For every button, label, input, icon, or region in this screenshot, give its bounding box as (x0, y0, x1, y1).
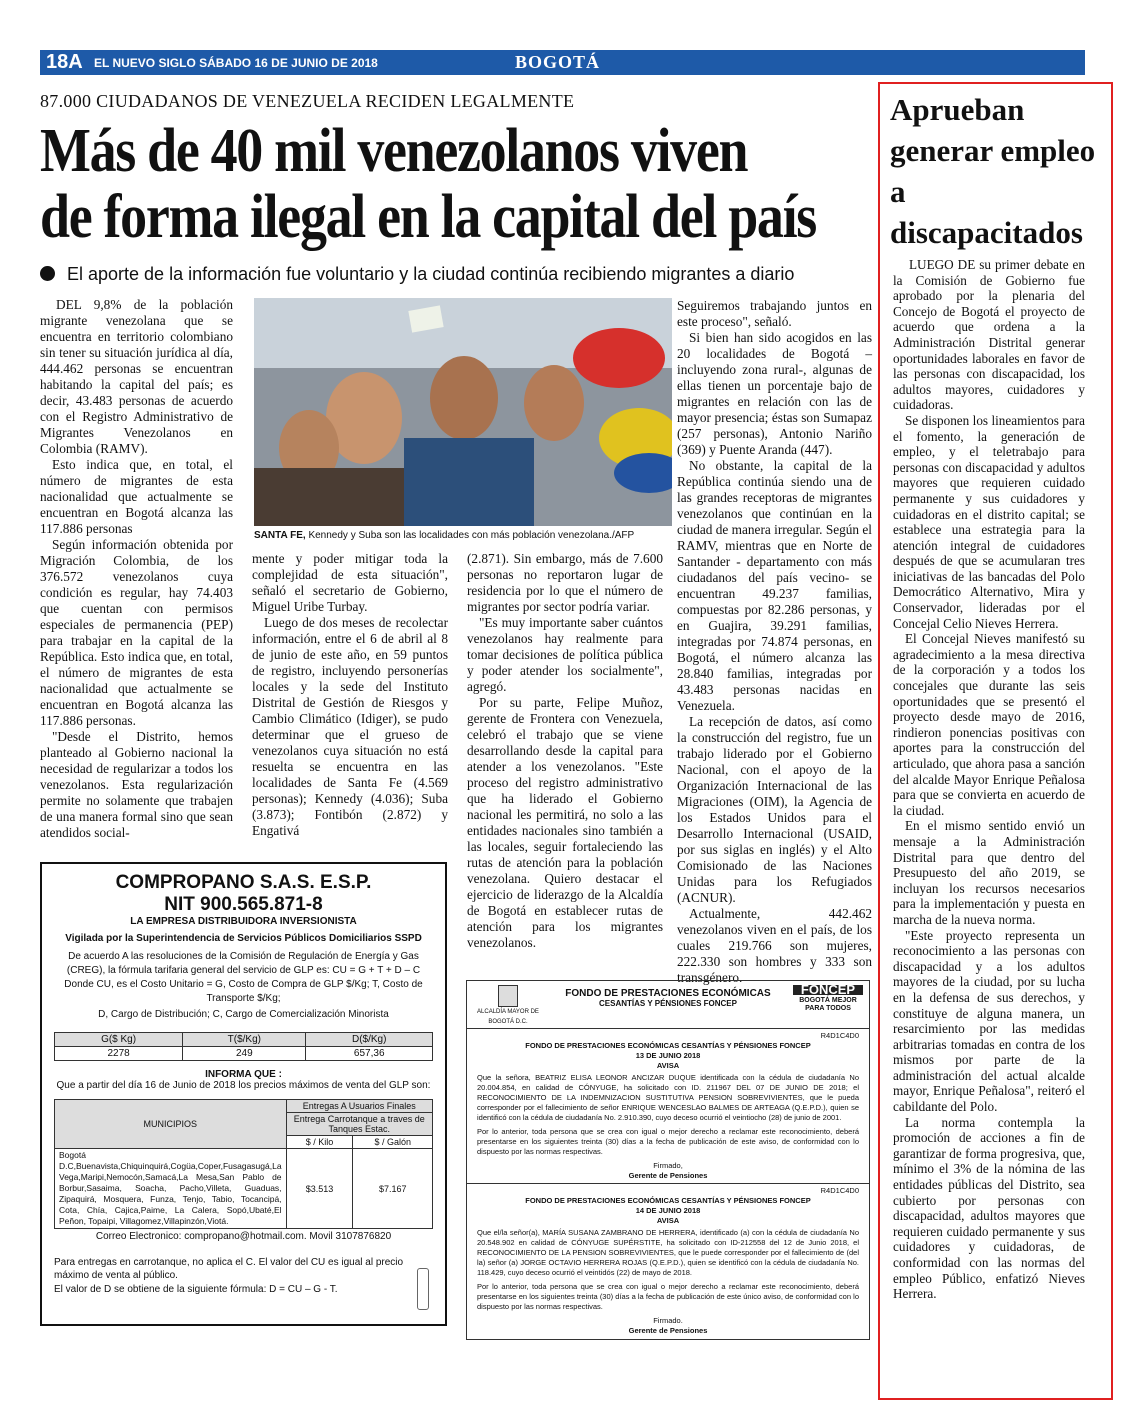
cost-header: D($/Kg) (306, 1033, 433, 1047)
article-paragraph: mente y poder mitigar toda la complejidad de esta situación", señaló el secretario de Gobierno, Miguel Uribe Turbay. (252, 551, 448, 614)
sidebar-paragraph: La norma contempla la promoción de acciones a fin de garantizar de forma progresiva, que, mínimo el 3% de la nómina de las entidades públicas del Distrito, sea cubierto por personas con discapacidad, adultos mayores que requieren cuidado permanente y sus cuidadores y cuidadoras, de conformidad con las normas del empleo Público, enfatizó Nieves Herrera. (893, 1114, 1085, 1302)
ad-formula-text: De acuerdo A las resoluciones de la Comisión de Regulación de Energía y Gas (CREG), la fórmula tarifaria general del servicio de GLP es: CU = G + T + D – C (66, 951, 421, 976)
foncep-logo-block (793, 982, 863, 1013)
ad-note-2: El valor de D se obtiene de la siguiente fórmula: D = CU – G - T. (54, 1284, 338, 1295)
ad-cargos-text: D, Cargo de Distribución; C, Cargo de Comercialización Minorista (98, 1009, 389, 1020)
foncep-notice-2 (467, 1183, 869, 1338)
notice-firmado: Firmado. (653, 1316, 683, 1325)
headline-line-1: Más de 40 mil venezolanos viven (40, 117, 748, 185)
masthead-date: EL NUEVO SIGLO SÁBADO 16 DE JUNIO DE 2018 (94, 56, 378, 70)
sidebar-body (893, 257, 1085, 1302)
article-paragraph: La recepción de datos, así como la construcción del registro, fue un trabajo liderado por el Gobierno Nacional, con el apoyo de la Organización Internacional de las Migraciones (OIM), la Agencia de los Estados Unidos para el Desarrollo Internacional (USAID, por sus siglas en inglés) y el Alto Comisionado de las Naciones Unidas para los Refugiados (ACNUR). (677, 714, 872, 905)
article-paragraph: "Es muy importante saber cuántos venezolanos hay realmente para tomar decisiones de política pública y poder atender los socialmente", agregó. (467, 615, 663, 694)
article-paragraph: Luego de dos meses de recolectar información, entre el 6 de abril al 8 de junio de este año, en 59 puntos de registro, incluyendo personerías locales y la sede del Instituto Distrital de Gestión de Riesgos y Cambio Climático (Idiger), se pudo determinar que el grueso de venezolanos cuya situación no está resuelta se encuentra en las localidades de Santa Fe (4.569 personas); Kennedy (4.036); Suba (3.873); Fontibón (2.872) y Engativá (252, 615, 448, 838)
article-subhead (40, 264, 875, 285)
bullet-icon (40, 266, 55, 281)
sidebar-title: Aprueban generar empleo a discapacitados (890, 92, 1096, 250)
alcaldia-block (473, 985, 543, 1027)
foncep-subtitle: CESANTÍAS Y PÉNSIONES FONCEP (599, 999, 737, 1008)
notice-avisa: AVISA (656, 1216, 680, 1225)
cost-header: T($/Kg) (183, 1033, 306, 1047)
notice-body-2: Por lo anterior, toda persona que se crea con igual o mejor derecho a reclamar este reconocimiento, deberá presentarse en los siguientes treinta (30) días a la fecha de publicación de este único aviso, de conformidad con lo dispuesto por las normas respectivas. (477, 1282, 859, 1311)
notice-body: Que el/la señor(a), MARÍA SUSANA ZAMBRANO DE HERRERA, identificado (a) con la cédula de ciudadanía No 20.548.902 en calidad de CÓNYUGE SUPÉRSTITE, ha solicitado con ID-212558 del 12 de Junio 2018, el RECONOCIMIENTO DE LA PENSION SOBREVIVIENTES, que le puede corresponder por el fallecimiento de (del la) señor (a) JORGE OCTAVIO HERRERA ROJAS (Q.E.P.D.), quien se identificó con la cédula de ciudadanía No. 118.429, cuyo deceso ocurrió el veintidós (22) de mayo de 2018. (477, 1228, 859, 1277)
article-photo (254, 298, 672, 526)
notice-title: FONDO DE PRESTACIONES ECONÓMICAS CESANTÍAS Y PÉNSIONES FONCEP (525, 1041, 811, 1050)
col-carrotanque: Entrega Carrotanque a traves de Tanques Estac. (286, 1113, 432, 1136)
alcaldia-label: ALCALDÍA MAYOR DE BOGOTÁ D.C. (477, 1009, 539, 1025)
article-paragraph: "Desde el Distrito, hemos planteado al Gobierno nacional la necesidad de regularizar a todos los venezolanos. Esta regularización permite no solamente que trabajen de una manera formal sino que sean atendidos social- (40, 729, 233, 840)
caption-bold: SANTA FE, (254, 530, 306, 541)
article-paragraph: Seguiremos trabajando juntos en este proceso", señaló. (677, 298, 872, 329)
article-paragraph: DEL 9,8% de la población migrante venezolana que se encuentra en territorio colombiano sin tener su situación jurídica al día, 444.462 personas se encuentran habitando la capital del país; es decir, 43.483 personas de acuerdo con el Registro Administrativo de Migrantes Venezolanos en Colombia (RAMV). (40, 297, 233, 456)
caption-text: Kennedy y Suba son las localidades con más población venezolana./AFP (305, 530, 635, 541)
article-paragraph: Si bien han sido acogidos en las 20 localidades de Bogotá –incluyendo zona rural-, algunas de ellas tienen un porcentaje bajo de migrantes en relación con las de mayor presencia; éstas son Sumapaz (257 personas), Antonio Nariño (369) y Puente Aranda (447). (677, 330, 872, 457)
article-paragraph: Según información obtenida por Migración Colombia, de los 376.572 venezolanos cuya condición es regular, hay 74.403 que cuentan con permisos especiales de permanencia (PEP) para trabajar en la capital de la República. Esto indica que, en total, el número de migrantes de esta nacionalidad que actualmente se encuentran en Bogotá alcanza las 117.886 personas. (40, 537, 233, 728)
notice-date: 14 DE JUNIO 2018 (635, 1206, 701, 1215)
superservicios-logo-icon (417, 1268, 429, 1310)
notice-body: Que la señora, BEATRIZ ELISA LEONOR ANCIZAR DUQUE identificada con la cédula de ciudadanía No 20.004.854, en calidad de CÓNYUGE, ha solicitado con ID. 211967 DEL 07 DE JUNIO DE 2018; el RECONOCIMIENTO DE LA INDEMNIZACION SUSTITUTIVA PENSION SOBREVIVIENTES, que le pueda corresponder por el fallecimiento de señor ENRIQUE WENCESLAO BALMES DE ARTEAGA (Q.E.P.D.), quien se identificó con la cédula de ciudadanía No. 2.910.390, cuyo deceso ocurrió el veintiocho (28) de junio de 2001. (477, 1073, 859, 1122)
article-paragraph: Por su parte, Felipe Muñoz, gerente de Frontera con Venezuela, celebró el trabajo que se viene desarrollando desde la capital para atender a los venezolanos. "Este proceso del registro administrativo que ha liderado el Gobierno nacional les permitirá, no solo a las entidades nacionales sino también a las locales, seguir fortaleciendo las rutas de atención para la población venezolana. Quiero destacar el ejercicio de liderazgo de la Alcaldía de Bogotá en establecer rutas de atención para los migrantes venezolanos. (467, 695, 663, 950)
ad-company-name: COMPROPANO S.A.S. E.S.P. (115, 872, 372, 893)
ad-informa: INFORMA QUE : (205, 1069, 282, 1080)
article-headline (40, 117, 816, 251)
sidebar-paragraph: LUEGO DE su primer debate en la Comisión de Gobierno fue aprobado por la plenaria del Concejo de Bogotá el proyecto de acuerdo que ordena a la Administración Distrital generar oportunidades laborales en favor de las personas con discapacidad, los adultos mayores, cuidadores y cuidadoras. (893, 257, 1085, 413)
price-kilo: $3.513 (286, 1149, 353, 1229)
notice-firmado: Firmado, (653, 1161, 683, 1170)
headline-line-2: de forma ilegal en la capital del país (40, 183, 816, 251)
photo-caption (254, 530, 672, 541)
sidebar-paragraph: El Concejal Nieves manifestó su agradecimiento a la mesa directiva de la corporación y a todos los concejales que durante las seis oportunidades que se presentó el proyecto desde mayo de 2016, rindieron ponencias positivas con aportes para la construcción del articulado, que ahora pasa a sanción del alcalde Mayor Enrique Peñalosa para que se convierta en acuerdo de la ciudad. (893, 631, 1085, 818)
municipios-list: Bogotá D.C,Buenavista,Chiquinquirá,Cogüa,Coper,Fusagasugá,La Vega,Maripi,Nemocón,Samacá,La Mesa,San Pablo de Borbur,Sasaima, Soacha, Pacho,Villeta, Guaduas, Zipaquirá, Mosquera, Funza, Tenjo, Tabio, Tocancipá, Cota, Chía, Cajica,Paime, La Calera, Sopó,Ubaté,El Peñon, Topaipi, Villagomez,Villapinzón,Viotá. (55, 1149, 287, 1229)
col-kilo: $ / Kilo (286, 1136, 353, 1149)
article-column-2 (252, 551, 448, 839)
foncep-title: FONDO DE PRESTACIONES ECONÓMICAS (565, 988, 771, 999)
col-entregas: Entregas A Usuarios Finales (286, 1100, 432, 1113)
notice-title: FONDO DE PRESTACIONES ECONÓMICAS CESANTÍAS Y PÉNSIONES FONCEP (525, 1196, 811, 1205)
foncep-title-block (543, 989, 793, 1009)
section-name: BOGOTÁ (515, 52, 601, 72)
ad-tagline: LA EMPRESA DISTRIBUIDORA INVERSIONISTA (130, 916, 357, 927)
sidebar-paragraph: En el mismo sentido envió un mensaje a la Administración Distrital para que dentro del Presupuesto del año 2019, se incluyan los recursos necesarios para la implementación y puesta en marcha de la nueva norma. (893, 818, 1085, 927)
article-column-4 (677, 298, 872, 986)
cost-header: G($ Kg) (55, 1033, 183, 1047)
article-column-3 (467, 551, 663, 951)
foncep-logo: FONCEP (793, 985, 863, 995)
subhead-text: El aporte de la información fue voluntario y la ciudad continúa recibiendo migrantes a diario (67, 264, 795, 284)
foncep-ad (466, 980, 870, 1340)
compropano-ad (40, 862, 447, 1326)
sidebar-paragraph: Se disponen los lineamientos para el fomento, la generación de empleo, y el teletrabajo para personas con discapacidad y adultos mayores que requieren cuidado permanente y sus cuidadores y cuidadoras en el distrito capital; se establece una estrategia para la atención integral de cuidadores después de que se acumularan tres iniciativas de las bancadas del Polo Democrático Alternativo, Mira y Conservador, lideradas por el Concejal Celio Nieves Herrera. (893, 412, 1085, 631)
notice-date: 13 DE JUNIO 2018 (635, 1051, 701, 1060)
article-kicker: 87.000 CIUDADANOS DE VENEZUELA RECIDEN LEGALMENTE (40, 91, 575, 111)
cost-value: 249 (183, 1047, 306, 1061)
notice-gerente: Gerente de Pensiones (628, 1326, 708, 1335)
price-galon: $7.167 (353, 1149, 433, 1229)
cost-value: 2278 (55, 1047, 183, 1061)
article-paragraph: No obstante, la capital de la República continúa siendo una de las grandes receptoras de migrantes venezolanos que continúan en la ciudad de manera irregular. Según el RAMV, mientras que en Norte de Santander - departamento con más ciudadanos del país vecino- se encuentran 49.237 familias, compuestas por 82.286 personas, y en Guajira, 39.291 familias, integradas por 74.874 personas, en Bogotá, el número alcanza las 28.840 familias, integradas por 43.483 personas nacidas en Venezuela. (677, 458, 872, 713)
ad-note-1: Para entregas en carrotanque, no aplica el C. El valor del CU es igual al precio máximo de venta al público. (54, 1257, 404, 1281)
ad-nit: NIT 900.565.871-8 (164, 894, 323, 915)
cost-table (54, 1032, 433, 1061)
bogota-mejor-logo: BOGOTÁ MEJOR PARA TODOS (799, 997, 857, 1012)
ad-contact: Correo Electronico: compropano@hotmail.com. Movil 3107876820 (95, 1231, 392, 1242)
col-galon: $ / Galón (353, 1136, 433, 1149)
article-paragraph: Esto indica que, en total, el número de migrantes de esta nacionalidad que actualmente se encuentran en Bogotá alcanza las 117.886 personas (40, 457, 233, 536)
section-header-bar (40, 50, 1085, 75)
cost-value: 657,36 (306, 1047, 433, 1061)
foncep-notice-1 (467, 1029, 869, 1183)
ad-informa-text: Que a partir del día 16 de Junio de 2018 los precios máximos de venta del GLP son: (56, 1080, 431, 1091)
notice-gerente: Gerente de Pensiones (628, 1171, 708, 1180)
notice-body-2: Por lo anterior, toda persona que se crea con igual o mejor derecho a reclamar este reconocimiento, deberá presentarse en los siguientes treinta (30) días a la fecha de publicación de este aviso, de conformidad con lo dispuesto por las normas respectivas. (477, 1127, 859, 1156)
price-table (54, 1099, 433, 1229)
notice-avisa: AVISA (656, 1061, 680, 1070)
sidebar-paragraph: "Este proyecto representa un reconocimiento a las personas con discapacidad y a los adultos mayores de la ciudad, por su lucha en la defensa de sus derechos, y constituye de alguna manera, un resarcimiento por las medidas arbitrarias tomadas en contra de los mismos por parte de la administración del actual alcalde mayor, Enrique Peñalosa", reiteró el cabildante del Polo. (893, 927, 1085, 1115)
article-column-1 (40, 297, 233, 841)
ad-donde-text: Donde CU, es el Costo Unitario = G, Costo de Compra de GLP $/Kg; T, Costo de Transporte $/Kg; (64, 979, 423, 1004)
page-number: 18A (46, 51, 83, 73)
ad-vigilada: Vigilada por la Superintendencia de Servicios Públicos Domiciliarios SSPD (65, 933, 422, 944)
notice-ref: R4D1C4D0 (820, 1186, 859, 1195)
coat-of-arms-icon (498, 985, 518, 1007)
col-municipios: MUNICIPIOS (55, 1100, 287, 1149)
article-paragraph: (2.871). Sin embargo, más de 7.600 personas no reportaron lugar de residencia por lo que el número de migrantes por sector podría variar. (467, 551, 663, 614)
article-paragraph: Actualmente, 442.462 venezolanos viven en el país, de los cuales 219.766 son mujeres, 222.330 son hombres y 333 son transgénero. (677, 906, 872, 985)
foncep-header (467, 981, 869, 1029)
crowd-photo-illustration (254, 298, 672, 526)
notice-ref: R4D1C4D0 (820, 1031, 859, 1040)
